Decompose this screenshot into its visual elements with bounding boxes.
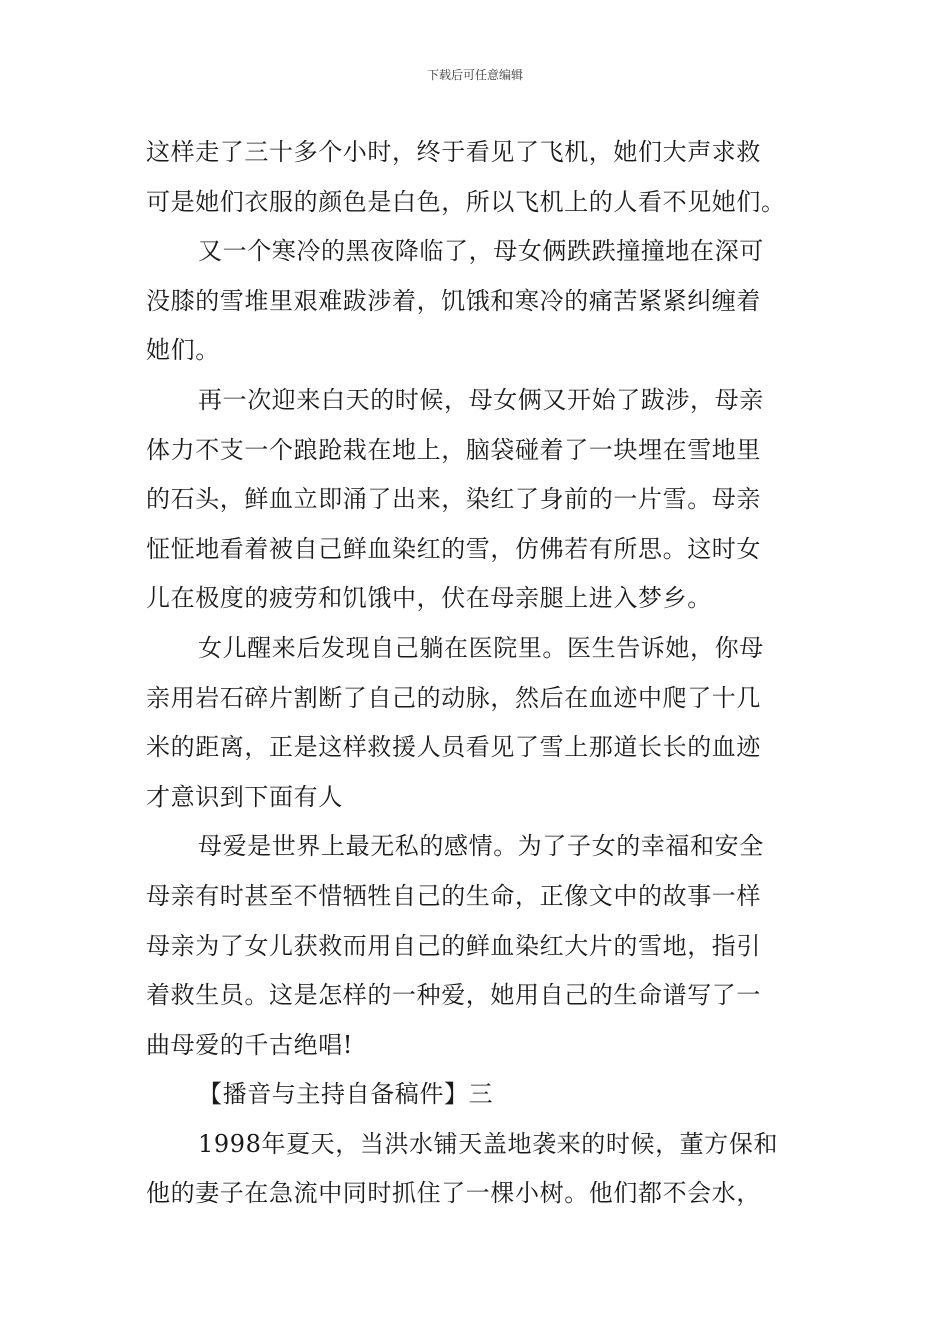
text-line: 她们。: [146, 336, 220, 365]
text-line: 体力不支一个踉跄栽在地上，脑袋碰着了一块埋在雪地里: [146, 435, 761, 464]
paragraph-start-line: 再一次迎来白天的时候，母女俩又开始了跋涉，母亲: [198, 385, 764, 414]
text-line: 曲母爱的千古绝唱!: [146, 1030, 354, 1059]
paragraph-start-line: 1998年夏天，当洪水铺天盖地袭来的时候，董方保和: [198, 1129, 779, 1158]
text-line: 着救生员。这是怎样的一种爱，她用自己的生命谱写了一: [146, 981, 761, 1010]
text-line: 这样走了三十多个小时，终于看见了飞机，她们大声求救: [146, 138, 761, 166]
text-line: 怔怔地看着被自己鲜血染红的雪，仿佛若有所思。这时女: [146, 534, 761, 563]
text-line: 他的妻子在急流中同时抓住了一棵小树。他们都不会水，: [146, 1179, 761, 1208]
section-heading: 【播音与主持自备稿件】三: [198, 1080, 494, 1109]
text-line: 没膝的雪堆里艰难跋涉着，饥饿和寒冷的痛苦紧紧纠缠着: [146, 286, 761, 315]
text-line: 可是她们衣服的颜色是白色，所以飞机上的人看不见她们。: [146, 187, 786, 216]
text-line: 母亲为了女儿获救而用自己的鲜血染红大片的雪地，指引: [146, 931, 761, 960]
paragraph-start-line: 又一个寒冷的黑夜降临了，母女俩跌跌撞撞地在深可: [198, 237, 764, 266]
text-line: 亲用岩石碎片割断了自己的动脉，然后在血迹中爬了十几: [146, 683, 761, 712]
paragraph-start-line: 母爱是世界上最无私的感情。为了子女的幸福和安全: [198, 832, 764, 861]
text-line: 米的距离，正是这样救援人员看见了雪上那道长长的血迹: [146, 733, 761, 762]
text-line: 母亲有时甚至不惜牺牲自己的生命，正像文中的故事一样: [146, 881, 761, 910]
text-line: 儿在极度的疲劳和饥饿中，伏在母亲腿上进入梦乡。: [146, 584, 712, 613]
text-line: 才意识到下面有人: [146, 782, 343, 811]
text-line: 的石头，鲜血立即涌了出来，染红了身前的一片雪。母亲: [146, 485, 761, 514]
page-header: 下载后可任意编辑: [426, 68, 523, 82]
paragraph-start-line: 女儿醒来后发现自己躺在医院里。医生告诉她，你母: [198, 633, 764, 662]
document-body: [146, 128, 810, 1219]
